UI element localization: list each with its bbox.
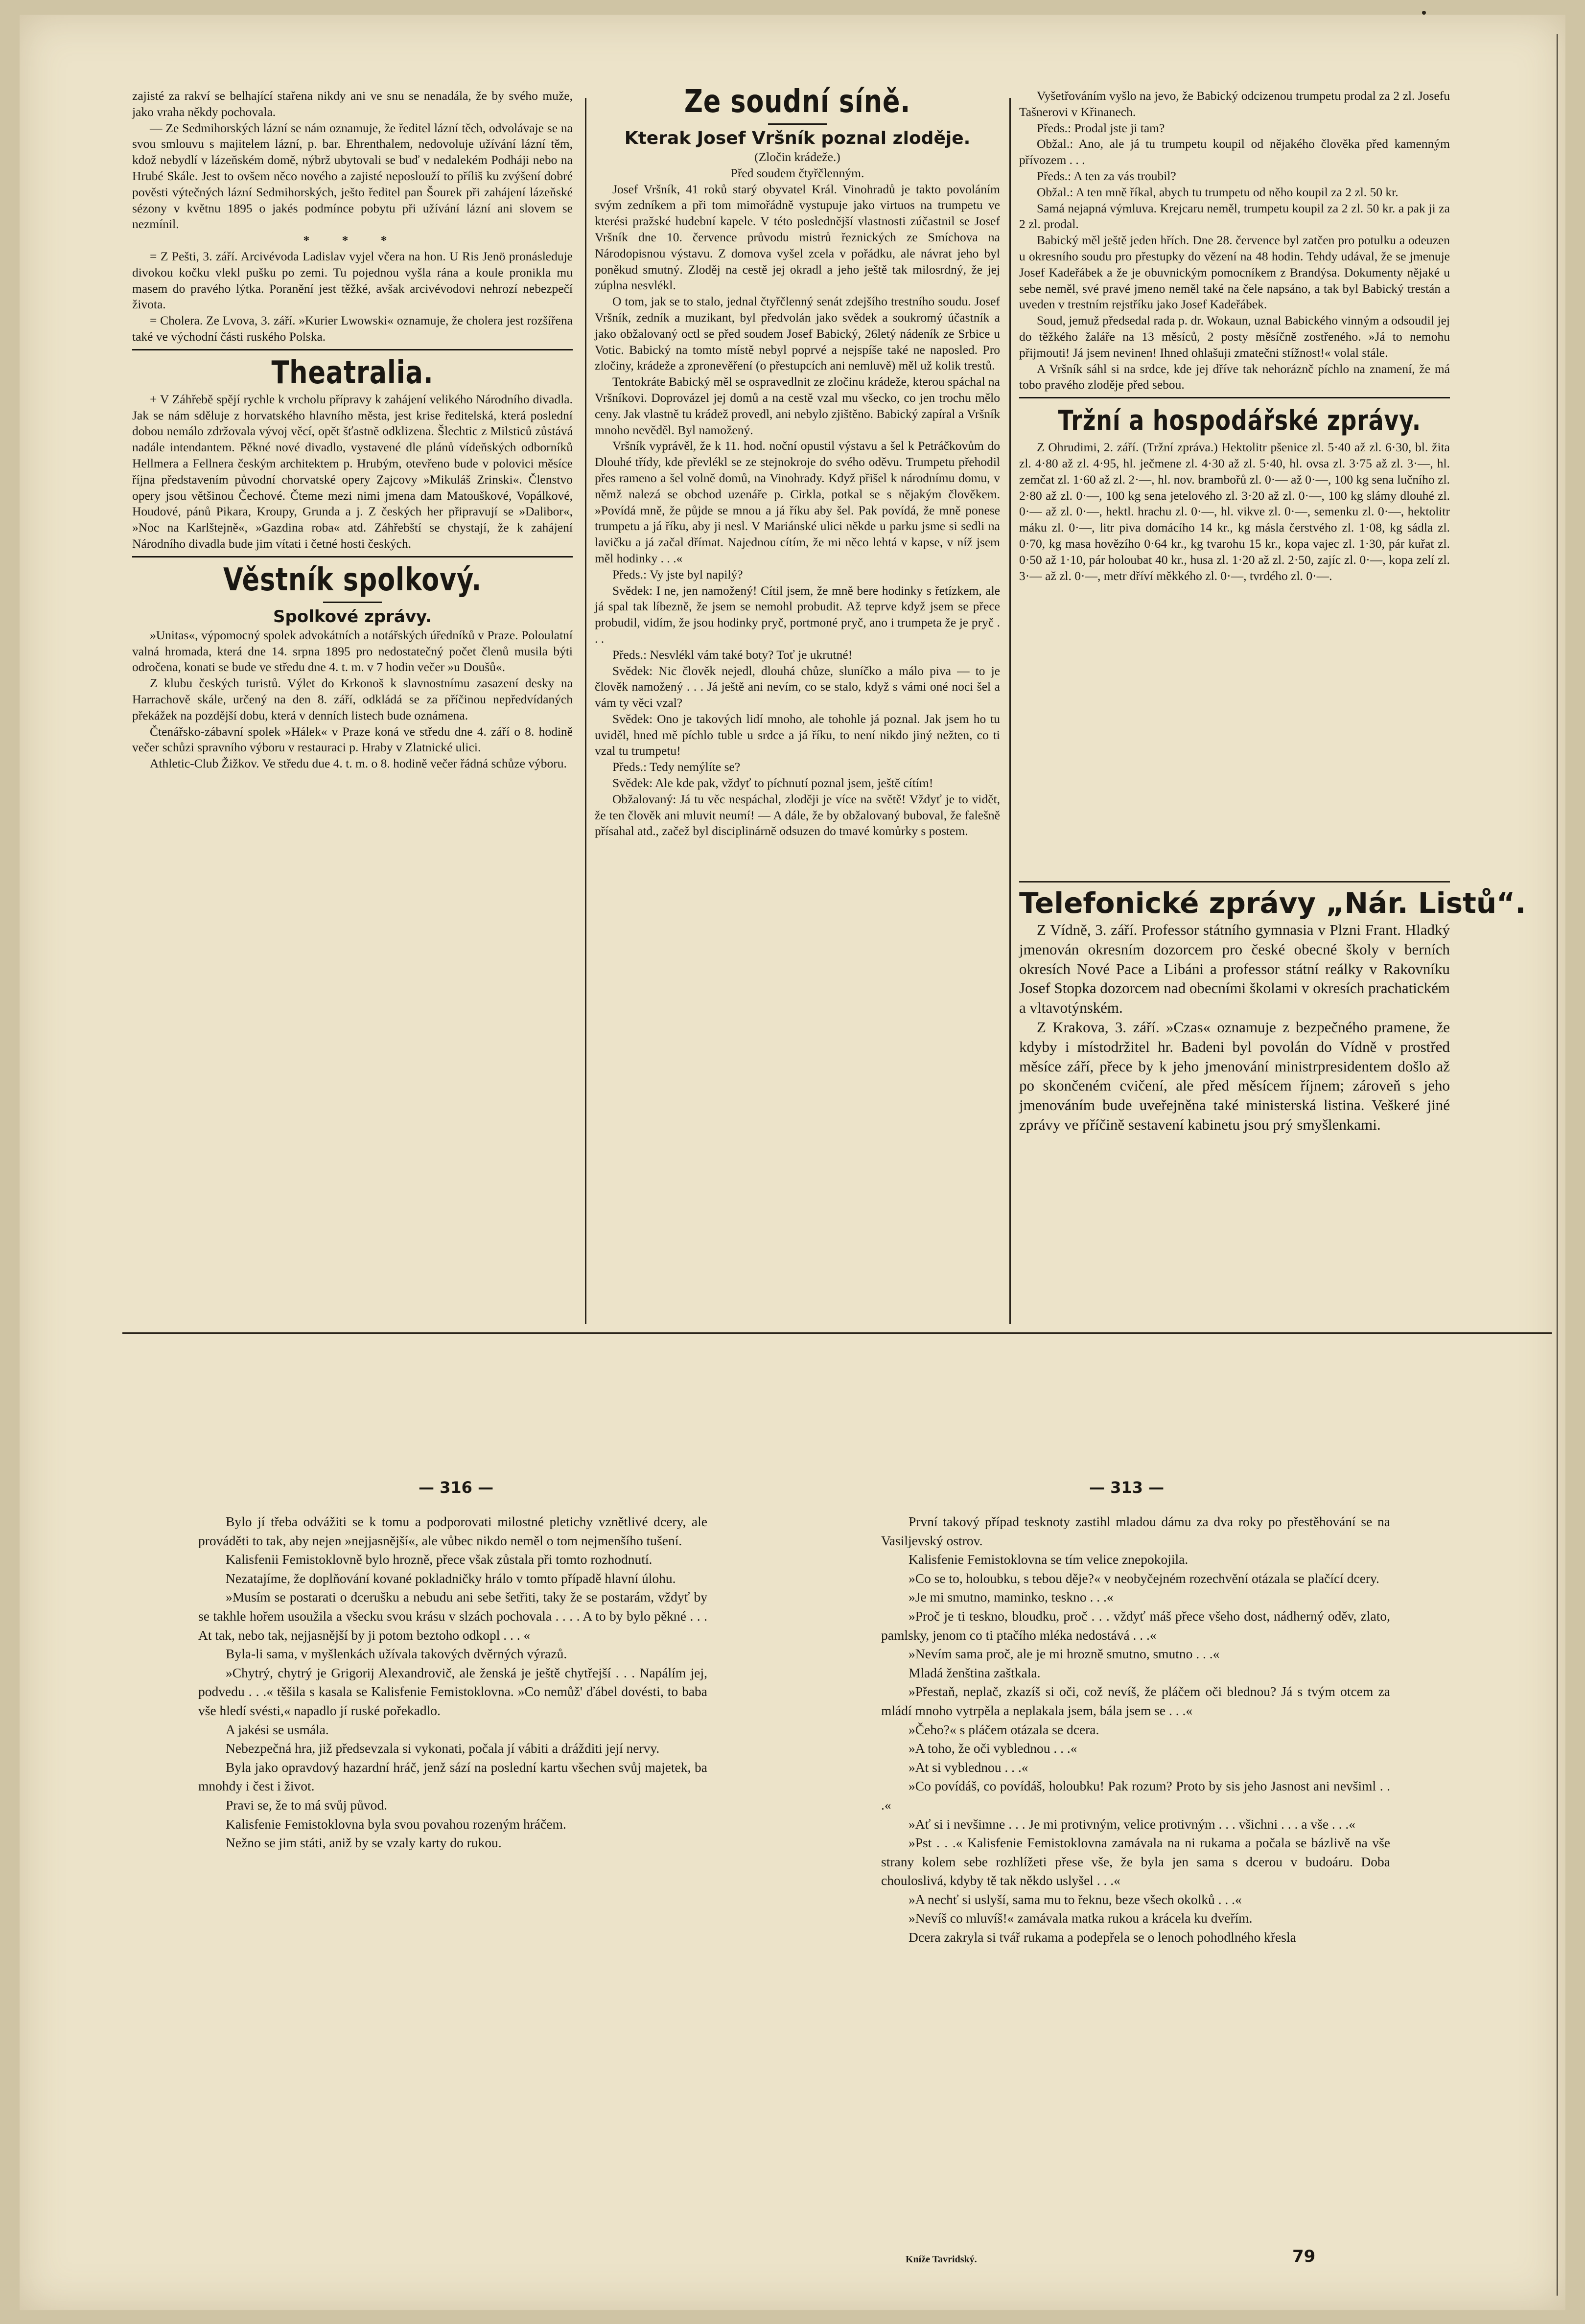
section-rule [1019,881,1450,883]
col1-news: = Cholera. Ze Lvova, 3. září. »Kurier Lwowski« oznamuje, že cholera jest rozšířena také ve východní části ruského Polska. [132,313,573,344]
court-para: Obžalovaný: Já tu věc nespáchal, zloději je více na světě! Vždyť je to vidět, že ten člověk ani mluvit neumí! — A dále, že by obžalovaný buboval, že falešně přísahal atd., začež byl disciplinárně odsuzen do tmavé komůrky s postem. [595,791,1000,838]
vestnik-heading: Věstník spolkový. [223,561,482,598]
court-heading: Ze soudní síně. [684,84,911,120]
spolek-item: Čtenářsko-zábavní spolek »Hálek« v Praze koná ve středu dne 4. září o 8. hodině večer schůzi spravního výboru v restauraci p. Hraby v Zlatnické ulici. [132,724,573,755]
story-para: »Co povídáš, co povídáš, holoubku! Pak rozum? Proto by sis jeho Jasnost ani nevšiml . . .« [881,1778,1390,1813]
court-cont-para: Předs.: Prodal jste ji tam? [1037,120,1165,135]
court-para: Svědek: I ne, jen namožený! Cítil jsem, že mně bere hodinky s řetízkem, ale já spal tak líbezně, že jsem se nemohl probudit. Až teprve když jsem se přece probudil, vidím, že jsou hodinky pryč, portmoné pryč, ano i trumpeta že je pryč . . . [595,583,1000,646]
story-para: Nebezpečná hra, již předsevzala si vykonati, počala jí vábiti a drážditi její nervy. [226,1741,660,1756]
story-para: Kalisfenie Femistoklovna byla svou povahou rozeným hráčem. [226,1816,566,1832]
telegraph-block [1019,886,1526,1326]
court-cont-para: Obžal.: Ano, ale já tu trumpetu koupil od nějakého člověka před kamenným přívozem . . . [1019,137,1450,167]
story-para: »A nechť si uslyší, sama mu to řeknu, beze všech okolků . . .« [909,1891,1242,1907]
market-heading: Tržní a hospodářské zprávy. [1058,405,1421,437]
page-edge-rule [1557,34,1558,2296]
court-cont-para: Samá nejapná výmluva. Krejcaru neměl, trumpetu koupil za 2 zl. 50 kr. a pak ji za 2 zl. prodal. [1019,201,1450,232]
story-para: »Nevím sama proč, ale je mi hrozně smutno, smutno . . .« [909,1646,1220,1662]
story-para: »Musím se postarati o dcerušku a nebudu ani sebe šetřiti, taky že se postarám, vždyť by se takhle hořem usoužila a všecku svou krásu v slzách pochovala . . . . A to by bylo pěkné . . . At tak, nebo tak, nejjasnější by ji potom beztoho odkopl . . . « [198,1589,707,1643]
court-para: Svědek: Ono je takových lidí mnoho, ale tohohle já poznal. Jak jsem ho tu uviděl, hned mě píchlo tuble u srdce a já říku, to není nikdo jiný nežten, co ti vzal tu trumpetu! [595,711,1000,758]
story-para: »Přestaň, neplač, zkazíš si oči, což nevíš, že pláčem oči blednou? Já s tvým otcem za mládí mnoho vytrpěla a neplakala jsem, bála jsem se . . .« [881,1684,1390,1718]
story-para: »At si vyblednou . . .« [909,1759,1028,1775]
court-story-title: Kterak Josef Vršník poznal zloděje. [624,128,971,148]
feuilleton-right [881,1512,1390,2247]
court-para: Předs.: Nesvlékl vám také boty? Toť je ukrutné! [612,647,853,662]
story-para: Bylo jí třeba odvážiti se k tomu a podporovati milostné pletichy vznětlivé dcery, ale prováděti to tak, aby nejen »nejjasnější«, ale vůbec nikdo neměl o tom nejmenšího tušení. [198,1514,707,1548]
divider [1019,397,1450,398]
theatralia-text: + V Záhřebě spějí rychle k vrcholu přípravy k zahájení velikého Národního divadla. Jak se nám sděluje z horvatského hlavního města, jest krise ředitelská, která poslední dobou nemálo zdržovala vývoj věcí, opět šťastně odklizena. Šlechtic z Milsticů zůstává nadále intendantem. Pěkné nové divadlo, vystavené dle plánů vídeňských odborníků Hellmera a Fellnera českým architektem p. Hrubým, otevřeno bude v polovici měsíce října představením původní chorvatské opery Zajcovy »Mikuláš Zrinski«. Členstvo opery jsou většinou Čechové. Čteme mezi nimi jmena dam Matouškové, Vopálkové, Houdové, pánů Pikara, Kroupy, Grunda a j. Z českých her připravují se »Dalibor«, »Noc na Karlštejně«, »Gazdina roba« atd. Záhřebští se chystají, že k zahájení Národního divadla bude jim vítati i četné hosti českých. [132,392,573,551]
column-rule-left [585,98,586,1324]
court-para: Předs.: Vy jste byl napilý? [612,567,743,581]
telegraph-heading: Telefonické zprávy „Nár. Listů“. [1019,886,1526,920]
court-para: O tom, jak se to stalo, jednal čtyřčlenný senát zdejšího trestního soudu. Josef Vršník, zedník a muzikant, byl předvolán jako svědek a soukromý účastník a jako obžalovaný octl se před soudem Josef Babický, 26letý nádeník ze Srbice u Votic. Babický na tomto místě nebyl poprvé a nejspíše také ne naposled. Pro zločiny, krádeže a zpronevěření (o přestupcích ani nemluvě) měl už kolik trestů. [595,294,1000,373]
story-para: První takový případ tesknoty zastihl mladou dámu za dva roky po přestěhování se na Vasiljevský ostrov. [881,1514,1390,1548]
story-para: »Chytrý, chytrý je Grigorij Alexandrovič, ale ženská je ještě chytřejší . . . Napálím jej, podvedu . . .« těšila s kasala se Kalisfenie Femistoklovna. »Co nemůž' ďábel dovésti, to baba vše hledí svésti,« napadlo jí ruské pořekadlo. [198,1665,707,1718]
story-para: Byla-li sama, v myšlenkách užívala takových dvěrných výrazů. [226,1646,567,1662]
story-para: »Ať si i nevšimne . . . Je mi protivným, velice protivným . . . všichni . . . a vše . . .« [909,1816,1356,1832]
column-rule-right [1009,98,1011,1324]
story-para: »A toho, že oči vyblednou . . .« [909,1741,1077,1756]
court-cont-para: Soud, jemuž předsedal rada p. dr. Wokaun, uznal Babického vinným a odsoudil jej do těžkého žaláře na 13 měsíců, 2 posty měsíčně zostřeného. »Já to nemohu přijmouti! Já jsem nevinen! Ihned ohlašuji zmatečni stížnost!« volal stále. [1019,313,1450,360]
column-2 [595,83,1000,1336]
court-para: Svědek: Ale kde pak, vždyť to píchnutí poznal jsem, ještě cítím! [612,776,933,790]
court-para: Svědek: Nic člověk nejedl, dlouhá chůze, sluníčko a málo piva — to je člověk namožený . . . Já ještě ani nevím, co se stalo, když s vámi oné noci šel a vám ty věci vzal? [595,663,1000,710]
feuilleton-author: Kníže Tavridský. [906,2254,977,2265]
spolek-item: Athletic-Club Žižkov. Ve středu due 4. t. m. o 8. hodině večer řádná schůze výboru. [150,756,567,771]
divider [768,123,827,125]
court-cont-para: Vyšetřováním vyšlo na jevo, že Babický odcizenou trumpetu prodal za 2 zl. Josefu Tašnerovi v Křinanech. [1019,89,1450,119]
court-cont-para: Babický měl ještě jeden hřích. Dne 28. července byl zatčen pro potulku a odeuzen u okresního soudu pro přestupky do vězení na 48 hodin. Tehdy udával, že se jmenuje Josef Kadeřábek a že je obuvnickým pomocníkem z Brandýsa. Dokumenty nějaké u sebe neměl, své pravé jmeno neměl také na čele napsáno, a tak byl Babický trestán a uveden v trestním rejstříku jako Josef Kadeřábek. [1019,233,1450,312]
story-para: Kalisfenii Femistoklovně bylo hrozně, přece však zůstala při tomto rozhodnutí. [226,1552,653,1567]
divider [132,556,573,558]
story-para: »Pst . . .« Kalisfenie Femistoklovna zamávala na ni rukama a počala se bázlivě na vše strany kolem sebe rozhlížeti přese vše, že byla jen sama s dcerou v budoáru. Doba chouloslivá, kdyby tě tak někdo uslyšel . . .« [881,1835,1390,1888]
court-para: Předs.: Tedy nemýlíte se? [612,760,741,774]
story-para: A jakési se usmála. [226,1721,329,1737]
column-1 [132,88,573,1331]
telegraph-para: Z Krakova, 3. září. »Czas« oznamuje z bezpečného pramene, že kdyby i místodržitel hr. Badeni byl povolán do Vídně v prostřed měsíce září, přece by k jeho jmenování ministrpresidentem došlo až po skončeném cvičení, ale před měsícem říjnem; zároveň s jeho jmenováním bude uveřejněna také ministerská listina. Veškeré jiné zprávy ve příčině sestavení kabinetu jsou prý smyšlenkami. [1019,1018,1450,1133]
court-para: Vršník vyprávěl, že k 11. hod. noční opustil výstavu a šel k Petráčkovům do Dlouhé třídy, kde převlékl se ze stejnokroje do svého oděvu. Trumpetu přehodil přes rameno a šel volně domů, na Vinohrady. Když přišel k národnímu domu, v němž nalezá se obchod uzenáře p. Cirkla, potkal se s nějakým člověkem. »Povídá mně, že půjde se mnou a já říku aby šel. Pak povídá, že mně ponese trumpetu a já říku, aby ji nesl. V Mariánské ulici někde u parku jsme si sedli na lavičku a já začal dřímat. Najednou cítím, že mi něco lehtá v kapse, v níž jsem měl hodinky . . .« [595,439,1000,565]
story-para: Dcera zakryla si tvář rukama a podepřela se o lenoch pohodlného křesla [909,1929,1296,1945]
story-para: »Nevíš co mluvíš!« zamávala matka rukou a krácela ku dveřím. [909,1910,1253,1926]
page-number-left: — 316 — [419,1478,494,1497]
court-cont-para: Obžal.: A ten mně říkal, abych tu trumpetu od něho koupil za 2 zl. 50 kr. [1037,185,1399,199]
page-number-right: — 313 — [1089,1478,1165,1497]
story-para: »Proč je ti teskno, bloudku, proč . . . vždyť máš přece všeho dost, nádherný oděv, zlato, pamlsky, jenom co ti ptačího mléka nedostává . . .« [881,1608,1390,1643]
spolek-item: Z klubu českých turistů. Výlet do Krkonoš k slavnostnímu zasazení desky na Harrachově skále, určený na den 8. září, odkládá se za příčinou nepředvídaných překážek na pozdější dobu, která v denních listech bude oznámena. [132,676,573,722]
feuilleton-page-number: 79 [1292,2247,1316,2266]
feuilleton-rule [122,1332,1552,1334]
story-para: Pravi se, že to má svůj původ. [226,1797,387,1813]
court-cont-para: Předs.: A ten za vás troubil? [1037,168,1176,183]
court-para: Tentokráte Babický měl se ospravedlnit ze zločinu krádeže, kterou spáchal na Vršníkovi. Doprovázel jej domů a na cestě vzal mu všecko, co jen trochu mělo ceny. Jak vlastně tu krádež provedl, ani nebylo zjištěno. Babický zapíral a Vršník mnoho nevěděl. Byl namožený. [595,374,1000,437]
story-para: Nezatajíme, že doplňování kované pokladničky hrálo v tomto případě hlavní úlohu. [226,1570,676,1586]
court-cont-para: A Vršník sáhl si na srdce, kde jej dříve tak nehoráznč píchlo na znamení, že má tobo pravého zloděje před sebou. [1019,361,1450,392]
story-para: Kalisfenie Femistoklovna se tím velice znepokojila. [909,1552,1189,1567]
telegraph-para: Z Vídně, 3. září. Professor státního gymnasia v Plzni Frant. Hladký jmenován okresním dozorcem pro české obecné školy v berních okresích Nové Pace a Libáni a professor státní reálky v Rakovníku Josef Stopka dozorcem nad obecními školami v okresích prachatickém a vltavotýnském. [1019,921,1450,1017]
section-stars: * * * [303,233,402,248]
divider [132,349,573,350]
court-para: Josef Vršník, 41 roků starý obyvatel Král. Vinohradů je takto povoláním svým zedníkem a při tom mimořádně vystupuje jako virtuos na trumpetu ve kterési pražské hudební kapele. V této poslednější vlastnosti zúčastnil se Josef Vršník dne 10. července průvodu mistrů řeznických ze Smíchova na Národopisnou výstavu. Z domova vyšel zcela v pořádku, ale návrat jeho byl poněkud smutný. Zloděj na cestě jej okradl a jeho ještě tak milosrdný, že jej zúplna nesvlékl. [595,182,1000,293]
story-para: »Co se to, holoubku, s tebou děje?« v neobyčejném rozechvění otázala se plačící dcery. [909,1570,1379,1586]
printer-mark [1422,11,1426,15]
feuilleton-left [198,1512,707,2276]
court-name: Před soudem čtyřčlenným. [730,165,864,180]
col1-para: — Ze Sedmihorských lázní se nám oznamuje, že ředitel lázní těch, odvolávaje se na svou smlouvu s majitelem lázní, p. bar. Ehrenthalem, nedovoluje užívání lázní těm, kdož nebydlí v lázeňském domě, nýbrž ubytovali se buď v nedalekém Podháji nebo na Hrubé Skále. Jest to ovšem něco nového a zajisté neposlouží to příliš ku zvýšení dobré pověsti výtečných lázní Sedmihorských, ješto ředitel pan Šourek při zahájení lázeňské sézony v květnu 1895 o jakés podmínce pobytu při užívání lázní ani slovem se nezmínil. [132,120,573,232]
theatralia-heading: Theatralia. [271,354,434,391]
court-story-subtitle: (Zločin krádeže.) [754,150,840,164]
spolek-item: »Unitas«, výpomocný spolek advokátních a notářských úředníků v Praze. Poloulatní valná hromada, která dne 14. srpna 1895 pro nedostatečný počet členů musila býti odročena, konati se bude ve středu dne 4. t. m. v 7 hodin večer »u Doušů«. [132,627,573,674]
col1-para: zajisté za rakví se belhající stařena nikdy ani ve snu se nenadála, že by svého muže, jako vraha někdy pochovala. [132,89,573,119]
spolkove-heading: Spolkové zprávy. [273,606,432,627]
col1-news: = Z Pešti, 3. září. Arcivévoda Ladislav vyjel včera na hon. U Ris Jenö pronásleduje divokou kočku vlekl pušku po zemi. Tu pojednou vyšla rána a koule pronikla mu masem do pravého lýtka. Poranění jest těžké, avšak arcivévodovi nehrozí nebezpečí života. [132,249,573,312]
story-para: »Je mi smutno, maminko, teskno . . .« [909,1589,1114,1605]
story-para: Byla jako opravdový hazardní hráč, jenž sází na poslední kartu všechen svůj majetek, ba mnohdy i čest i život. [198,1759,707,1794]
story-para: Nežno se jim státi, aniž by se vzaly karty do rukou. [226,1835,502,1851]
divider [323,602,382,603]
market-text: Z Ohrudimi, 2. září. (Tržní zpráva.) Hektolitr pšenice zl. 5·40 až zl. 6·30, bl. žita zl. 4·80 až zl. 4·95, hl. ječmene zl. 4·30 až zl. 5·40, hl. ovsa zl. 3·75 až zl. 3·—, hl. zemčat zl. 1·60 až zl. 2·—, hl. nov. brambořů zl. 0·— až 0·—, 100 kg sena lučního zl. 2·80 až zl. 0·—, 100 kg sena jetelového zl. 3·20 až zl. 0·—, 100 kg slámy dlouhé zl. 0·— až zl. 0·—, hektl. hrachu zl. 0·—, hl. vikve zl. 0·—, semenku zl. 0·—, hektolitr máku zl. 0·—, litr piva domácího 14 kr., kg másla čerstvého zl. 1·08, kg sádla zl. 0·70, kg masa hovězího 0·64 kr., kg tvarohu 15 kr., kopa vajec zl. 1·30, pár kuřat zl. 0·50 až 1·10, pár holoubat 40 kr., husa zl. 1·20 až zl. 2·50, zajíc zl. 0·—, kopa zelí zl. 3·— až zl. 0·—, metr dříví měkkého zl. 0·—, tvrdého zl. 0·—. [1019,440,1450,583]
column-3 [1019,88,1450,891]
story-para: Mladá ženština zaštkala. [909,1665,1041,1680]
story-para: »Čeho?« s pláčem otázala se dcera. [909,1721,1099,1737]
